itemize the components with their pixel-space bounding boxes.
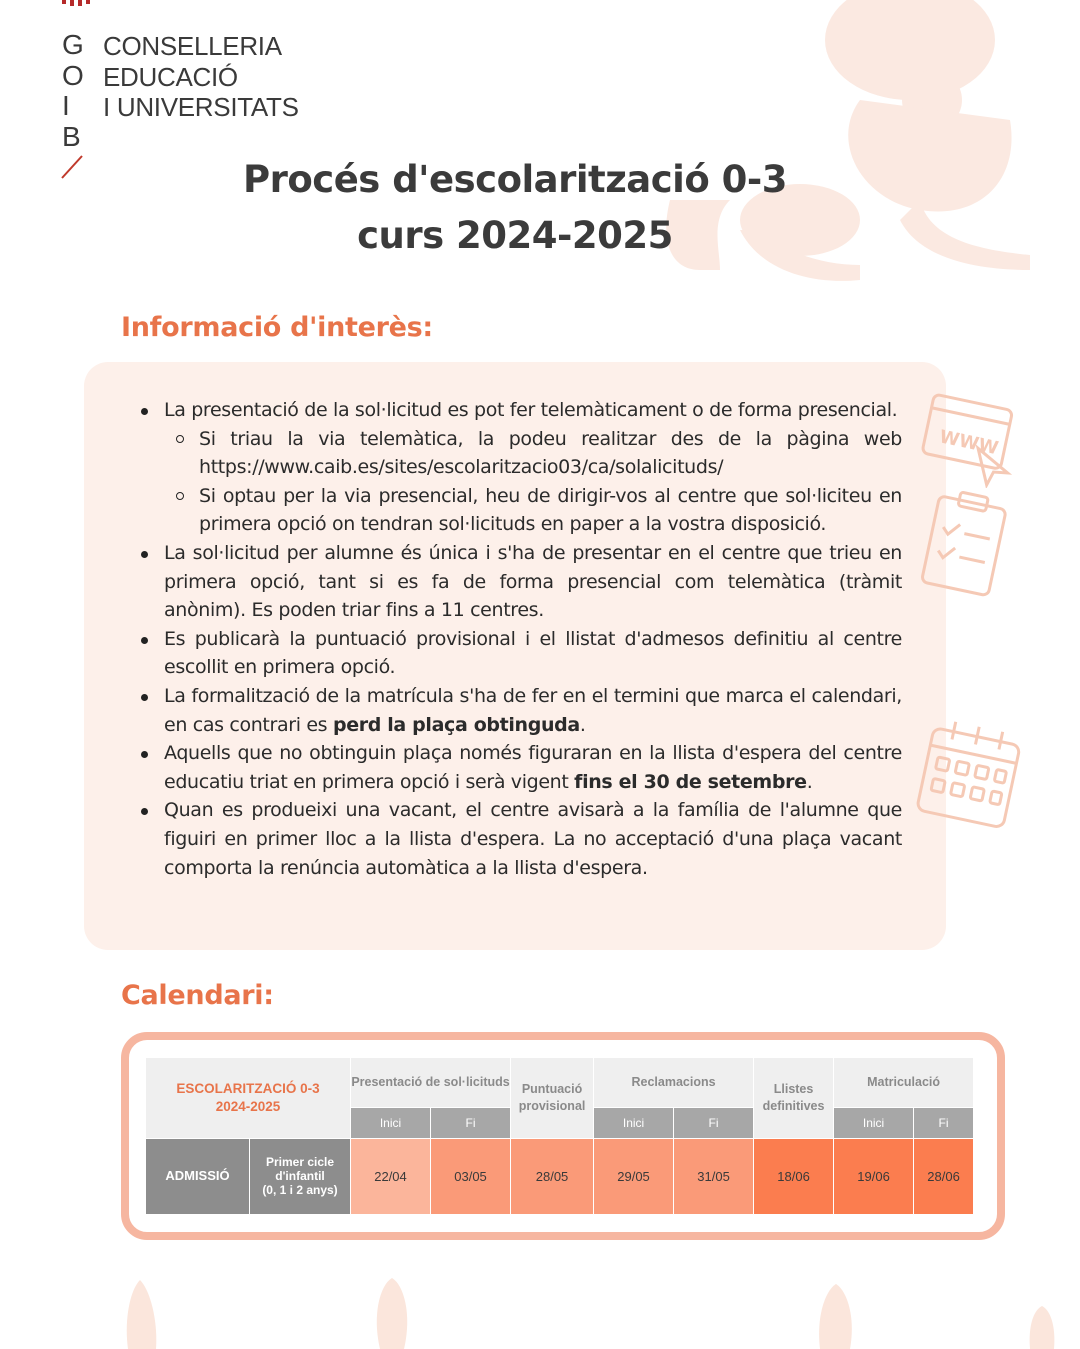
corner-line-1: ESCOLARITZACIÓ 0-3 <box>176 1080 320 1096</box>
list-item: Es publicarà la puntuació provisional i el llistat d'admesos definitiu al centre escollit en primera opció. <box>164 625 902 682</box>
list-item: La sol·licitud per alumne és única i s'ha de presentar en el centre que trieu en primera opció, tant si es fa de forma presencial com telemàtica (tràmit anònim). Es poden triar fins a 11 centres. <box>164 539 902 625</box>
logo-letter: G <box>62 29 84 60</box>
date-cell: 29/05 <box>594 1138 674 1215</box>
logo-letter: O <box>62 59 84 91</box>
logo-word: EDUCACIÓ <box>103 61 238 92</box>
date-cell: 19/06 <box>834 1138 914 1215</box>
bottom-silhouette-decoration <box>0 1270 1080 1349</box>
sub-list <box>164 425 902 539</box>
col-header-puntuacio: Puntuació provisional <box>511 1058 594 1139</box>
flag-icon <box>58 0 92 10</box>
row-sublabel-line: d'infantil <box>275 1169 325 1184</box>
sub-list-item: Si optau per la via presencial, heu de dirigir-vos al centre que sol·liciteu en primera opció on tendran sol·licituds en paper a la vostra disposició. <box>199 482 902 539</box>
info-heading: Informació d'interès: <box>121 312 433 343</box>
logo-words <box>103 31 299 123</box>
sub-header-inici: Inici <box>594 1108 674 1138</box>
list-item <box>164 396 902 539</box>
col-header-presentacio: Presentació de sol·licituds <box>351 1058 511 1108</box>
logo-letter: I <box>62 90 70 121</box>
date-cell: 28/05 <box>511 1138 594 1215</box>
col-header-reclamacions: Reclamacions <box>594 1058 754 1108</box>
date-cell: 28/06 <box>914 1138 974 1215</box>
sub-header-inici: Inici <box>834 1108 914 1138</box>
info-item-5-bold: fins el 30 de setembre <box>574 770 807 793</box>
logo-word: CONSELLERIA <box>103 31 282 61</box>
list-item <box>164 739 902 796</box>
sub-header-fi: Fi <box>674 1108 754 1138</box>
info-list <box>164 396 902 882</box>
sub-header-inici: Inici <box>351 1108 431 1138</box>
calendar-heading: Calendari: <box>121 980 274 1011</box>
page-title <box>0 152 1030 264</box>
row-label-admissio: ADMISSIÓ <box>146 1138 250 1215</box>
sub-header-fi: Fi <box>431 1108 511 1138</box>
col-header-llistes: Llistes definitives <box>754 1058 834 1139</box>
info-item-4-bold: perd la plaça obtinguda <box>332 713 580 736</box>
logo-word: I UNIVERSITATS <box>103 92 299 122</box>
date-cell: 31/05 <box>674 1138 754 1215</box>
checklist-icon <box>918 490 1013 600</box>
list-item: Quan es produeixi una vacant, el centre avisarà a la família de l'alumne que figuiri en primer lloc a la llista d'espera. La no acceptació d'una plaça vacant comporta la renúncia automàtica a la llista d'espera. <box>164 796 902 882</box>
row-sublabel-line: Primer cicle <box>265 1155 335 1170</box>
date-cell: 22/04 <box>351 1138 431 1215</box>
calendar-corner-label <box>146 1058 351 1139</box>
title-line-1: Procés d'escolarització 0-3 <box>242 158 788 201</box>
logo-letters <box>62 30 92 152</box>
date-cell: 03/05 <box>431 1138 511 1215</box>
date-cell: 18/06 <box>754 1138 834 1215</box>
title-line-2: curs 2024-2025 <box>357 214 673 257</box>
sub-header-fi: Fi <box>914 1108 974 1138</box>
info-item-4c: . <box>579 713 586 736</box>
col-header-matriculacio: Matriculació <box>834 1058 974 1108</box>
row-sublabel-line: (0, 1 i 2 anys) <box>262 1183 338 1198</box>
sub-list-item: Si triau la via telemàtica, la podeu realitzar des de la pàgina web https://www.caib.es/sites/escolaritzacio03/ca/solalicituds/ <box>199 425 902 482</box>
info-item-4a: La formalització de la matrícula s'ha de fer en el termini que marca el calendari, en cas contrari es <box>164 684 902 736</box>
www-browser-icon <box>918 388 1018 488</box>
info-item-5a: Aquells que no obtinguin plaça només figuraran en la llista d'espera del centre educatiu triat en primera opció i serà vigent <box>164 742 902 793</box>
logo-letter: B <box>62 120 81 152</box>
svg-text:WWW: WWW <box>937 426 1001 460</box>
corner-line-2: 2024-2025 <box>215 1098 281 1114</box>
list-item <box>164 682 902 739</box>
info-item-1: La presentació de la sol·licitud es pot fer telemàticament o de forma presencial. <box>164 399 898 421</box>
row-sublabel <box>250 1138 351 1215</box>
calendar-icon <box>915 718 1025 833</box>
calendar-table <box>145 1057 974 1215</box>
info-item-5c: . <box>806 770 813 793</box>
